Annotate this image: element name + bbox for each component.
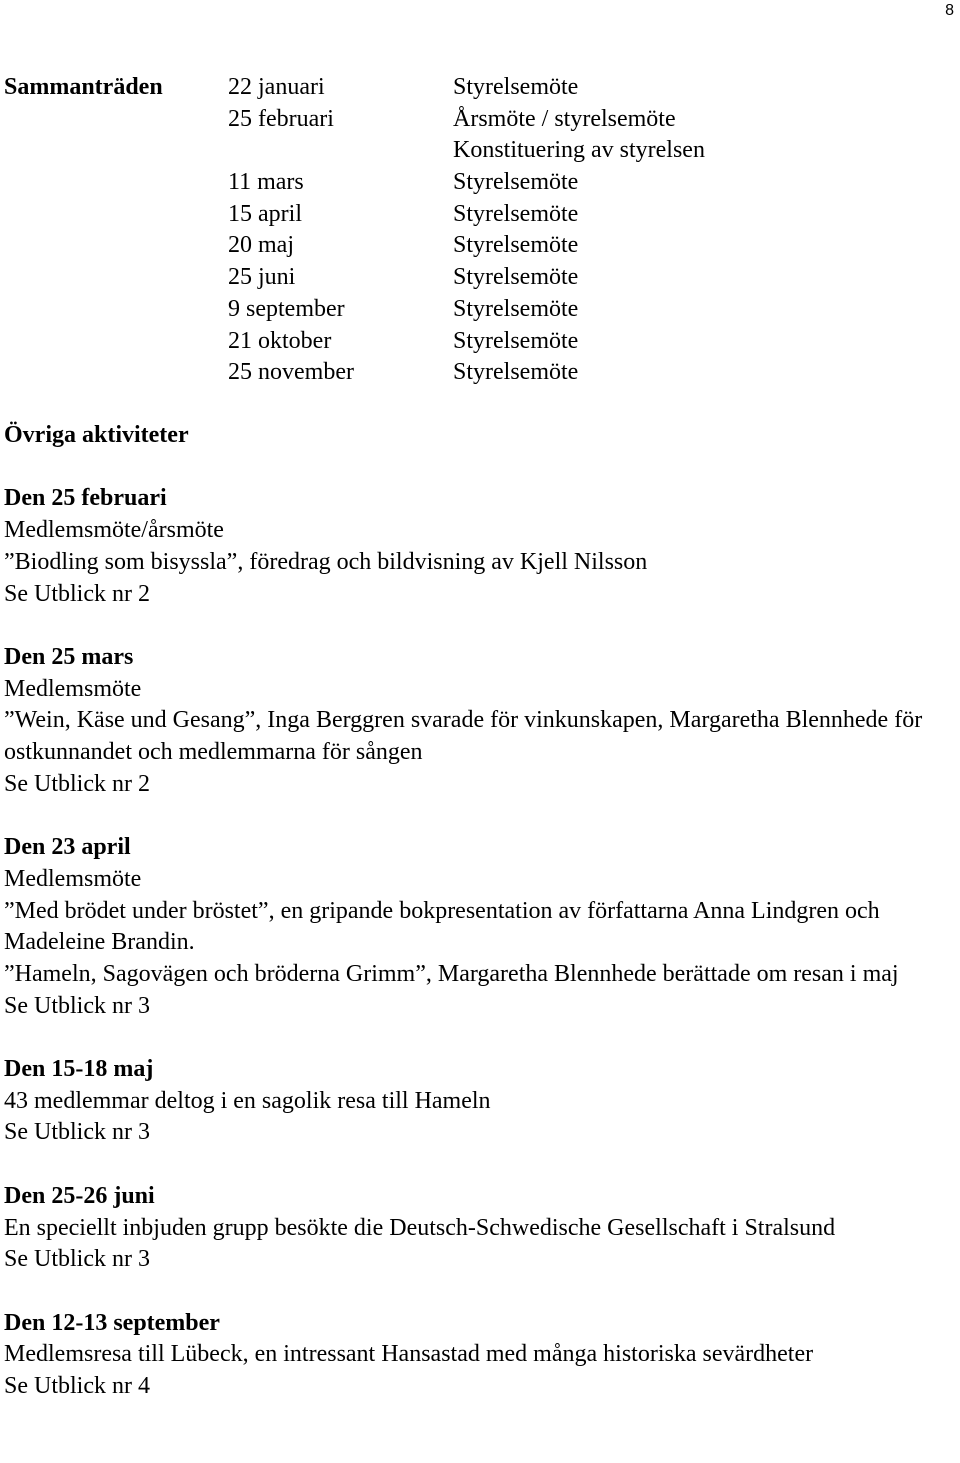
meetings-label: Sammanträden [4,74,163,100]
meeting-event: Årsmöte / styrelsemöte [453,105,676,132]
activity-heading: Den 25-26 juni [4,1182,155,1209]
activity-reference: Se Utblick nr 4 [4,1373,150,1399]
meeting-event: Styrelsemöte [453,327,579,354]
meeting-event: Styrelsemöte [453,232,579,259]
activity-heading: Den 25 mars [4,643,134,670]
activity-entry [4,1308,954,1403]
meeting-event: Styrelsemöte [453,169,579,196]
activity-reference: Se Utblick nr 2 [4,580,150,607]
meeting-date: 25 februari [228,105,334,132]
activity-reference: Se Utblick nr 2 [4,770,150,797]
page-number: 8 [945,2,954,19]
activity-line: Medlemsresa till Lübeck, en intressant Hansastad med många historiska sevärdheter [4,1341,814,1368]
meeting-event: Styrelsemöte [453,200,579,227]
activity-reference: Se Utblick nr 3 [4,1119,150,1146]
meeting-event: Styrelsemöte [453,359,579,386]
activities-section [4,420,954,1403]
meeting-date: 9 september [228,295,345,322]
activity-entry [4,483,954,610]
meeting-event: Styrelsemöte [453,264,579,291]
activity-heading: Den 15-18 maj [4,1056,154,1082]
activity-heading: Den 25 februari [4,485,167,512]
meeting-date: 11 mars [228,169,304,196]
meeting-event: Styrelsemöte [453,295,579,322]
activity-entry [4,1054,954,1149]
meeting-date: 21 oktober [228,327,332,354]
activity-line: En speciellt inbjuden grupp besökte die Deutsch-Schwedische Gesellschaft i Stralsund [4,1214,836,1241]
meeting-event: Konstituering av styrelsen [453,137,705,164]
activity-line: ”Med brödet under bröstet”, en gripande bokpresentation av författarna Anna Lindgren och Madeleine Brandin. [4,897,880,956]
activity-entry [4,832,954,1022]
activity-heading: Den 12-13 september [4,1309,220,1336]
activity-line: 43 medlemmar deltog i en sagolik resa till Hameln [4,1087,491,1114]
activity-line: Medlemsmöte [4,865,142,892]
meeting-date: 15 april [228,200,302,227]
activity-line: Medlemsmöte [4,675,142,702]
activity-reference: Se Utblick nr 3 [4,992,150,1019]
activity-line: ”Biodling som bisyssla”, föredrag och bildvisning av Kjell Nilsson [4,548,648,575]
meeting-date: 25 juni [228,264,296,291]
meeting-date: 20 maj [228,232,294,259]
meeting-date: 22 januari [228,74,325,100]
activities-heading: Övriga aktiviteter [4,422,189,448]
activity-heading: Den 23 april [4,834,131,861]
activity-line: ”Hameln, Sagovägen och bröderna Grimm”, Margaretha Blennhede berättade om resan i maj [4,960,899,987]
activity-line: Medlemsmöte/årsmöte [4,517,224,544]
activity-line: ”Wein, Käse und Gesang”, Inga Berggren svarade för vinkunskapen, Margaretha Blennhede för ostkunnandet och medlemmarna för sången [4,707,923,765]
activity-reference: Se Utblick nr 3 [4,1246,150,1273]
meeting-event: Styrelsemöte [453,74,579,100]
meeting-date: 25 november [228,359,354,386]
activity-entry [4,642,954,801]
activity-entry [4,1181,954,1276]
